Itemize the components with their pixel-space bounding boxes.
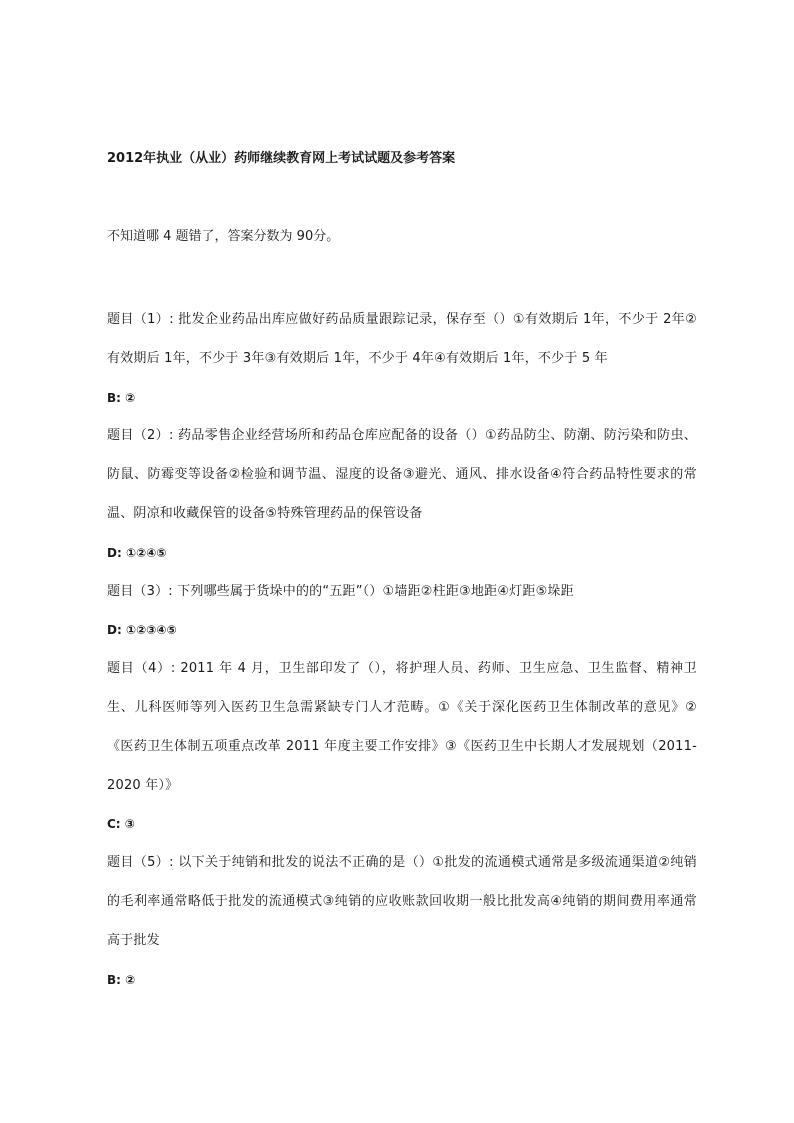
question-list	[107, 301, 697, 999]
question-text: 题目（5）: 以下关于纯销和批发的说法不正确的是（）①批发的流通模式通常是多级流通渠道②纯销的毛利率通常略低于批发的流通模式③纯销的应收账款回收期一般比批发高④纯销的期间费用率通常高于批发	[107, 855, 697, 948]
question-text: 题目（3）: 下列哪些属于货垛中的的“五距”（）①墙距②柱距③地距④灯距⑤垛距	[107, 583, 574, 599]
question-item	[107, 301, 697, 417]
question-text: 题目（4）: 2011 年 4 月，卫生部印发了（），将护理人员、药师、卫生应急、卫生监督、精神卫生、儿科医师等列入医药卫生急需紧缺专门人才范畴。①《关于深化医药卫生体制改革的意见》②《医药卫生体制五项重点改革 2011 年度主要工作安排》③《医药卫生中长期人才发展规划（2011-2020 年）》	[107, 661, 697, 793]
question-answer: B: ②	[107, 390, 136, 405]
question-item	[107, 417, 697, 572]
score-note: 不知道哪 4 题错了，答案分数为 90分。	[107, 229, 340, 244]
question-answer: B: ②	[107, 972, 136, 987]
question-answer: D: ①②③④⑤	[107, 623, 177, 638]
question-item	[107, 650, 697, 844]
question-answer: C: ③	[107, 817, 135, 832]
document-title: 2012年执业（从业）药师继续教育网上考试试题及参考答案	[107, 151, 456, 166]
question-text: 题目（1）: 批发企业药品出库应做好药品质量跟踪记录，保存至（）①有效期后 1年，不少于 2年②有效期后 1年，不少于 3年③有效期后 1年，不少于 4年④有效期后 1年，不少于 5 年	[107, 312, 697, 366]
question-text: 题目（2）: 药品零售企业经营场所和药品仓库应配备的设备（）①药品防尘、防潮、防污染和防虫、防鼠、防霉变等设备②检验和调节温、湿度的设备③避光、通风、排水设备④符合药品特性要求的常温、阴凉和收藏保管的设备⑤特殊管理药品的保管设备	[107, 428, 697, 521]
question-answer: D: ①②④⑤	[107, 545, 167, 560]
question-item	[107, 573, 697, 651]
question-item	[107, 844, 697, 999]
